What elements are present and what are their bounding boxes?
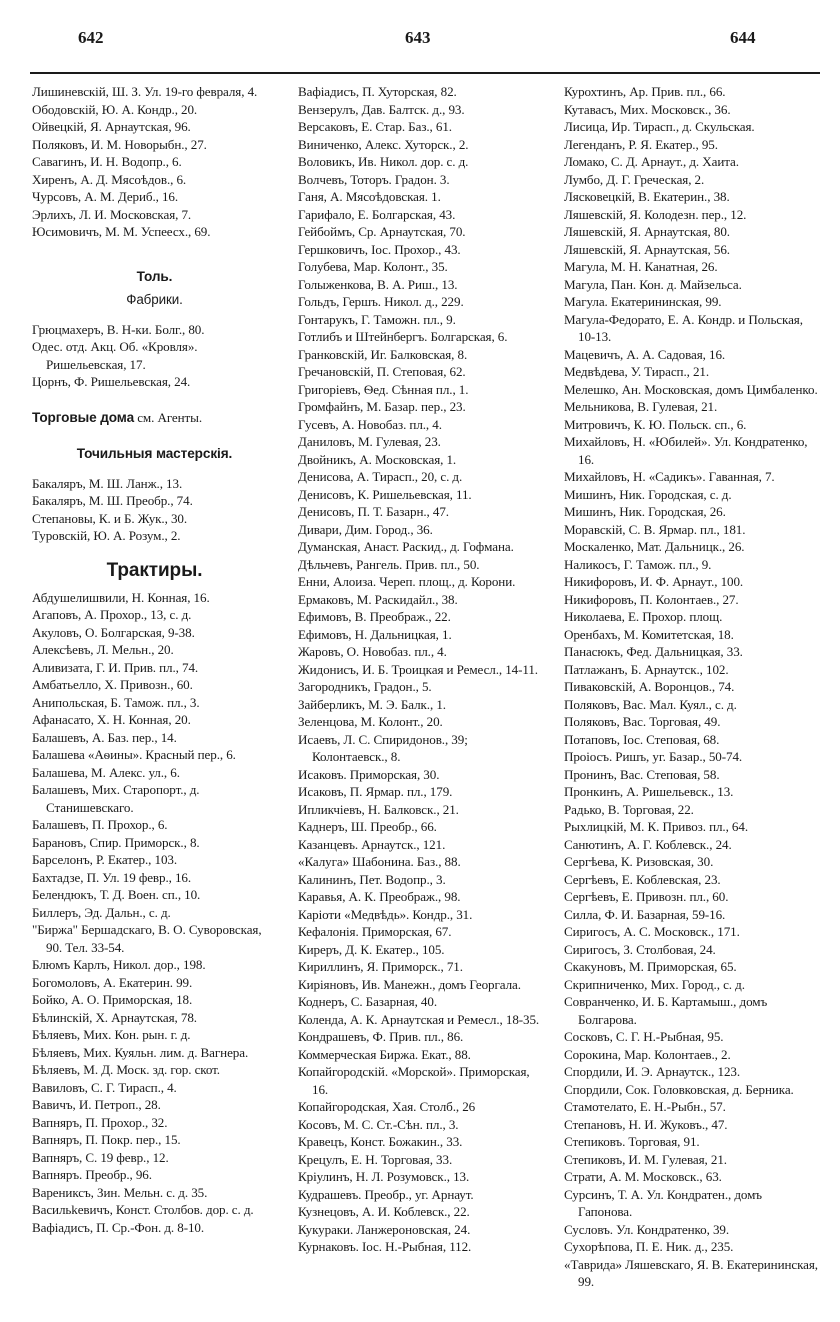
directory-entry: Мелешко, Ан. Московская, домъ Цимбаленко. — [564, 381, 818, 397]
directory-entry: Сиригосъ, З. Столбовая, 24. — [564, 941, 716, 957]
directory-entry: Степановъ, Н. И. Жуковъ., 47. — [564, 1116, 728, 1132]
directory-entry: Скрипниченко, Мих. Город., с. д. — [564, 976, 745, 992]
directory-entry: Магула. Екатерининская, 99. — [564, 294, 722, 309]
directory-entry: Гарифало, Е. Болгарская, 43. — [298, 206, 456, 222]
directory-entry: Бахтадзе, П. Ул. 19 февр., 16. — [32, 869, 192, 885]
directory-entry: Мишинъ, Ник. Городская, 26. — [564, 504, 726, 519]
directory-entry: Потаповъ, Іос. Степовая, 68. — [564, 731, 720, 747]
directory-entry: Копайгородскій. «Морской». Приморская, 16. — [298, 1064, 530, 1097]
directory-entry: Гранковскій, Иг. Балковская, 8. — [298, 346, 468, 362]
directory-entry: Бойко, А. О. Приморская, 18. — [32, 992, 193, 1007]
directory-entry: Вавичъ, И. Петроп., 28. — [32, 1097, 161, 1112]
directory-entry: Эрлихъ, Л. И. Московская, 7. — [32, 206, 192, 222]
directory-entry: Кефалонія. Приморская, 67. — [298, 924, 452, 939]
reference-text: см. Агенты. — [134, 409, 203, 425]
directory-entry: Степановы, К. и Б. Жук., 30. — [32, 510, 188, 526]
directory-entry: Виниченко, Алекс. Хуторск., 2. — [298, 136, 469, 152]
directory-entry: Митровичъ, К. Ю. Польск. сп., 6. — [564, 416, 747, 432]
directory-entry: Магула, Пан. Кон. д. Майзельса. — [564, 276, 742, 292]
directory-entry: Богомоловъ, А. Екатерин. 99. — [32, 974, 193, 990]
page-header — [0, 22, 840, 52]
directory-entry: Алексѣевъ, Л. Мельн., 20. — [32, 642, 174, 657]
directory-entry: Сергѣева, К. Ризовская, 30. — [564, 854, 714, 869]
directory-entry: Балашевъ, П. Прохор., 6. — [32, 817, 168, 832]
directory-entry: Волчевъ, Тоторъ. Градон. 3. — [298, 171, 450, 187]
directory-entry: Вензерулъ, Дав. Балтск. д., 93. — [298, 101, 465, 117]
directory-entry: Кудрашевъ. Преобр., уг. Арнаут. — [298, 1186, 474, 1202]
directory-entry: Бакаляръ, М. Ш. Преобр., 74. — [32, 493, 193, 508]
section-title-traktiry: Трактиры. — [106, 559, 203, 581]
column-1 — [32, 83, 277, 1311]
directory-entry: Аливизата, Г. И. Прив. пл., 74. — [32, 659, 199, 675]
entries-group-d — [32, 589, 277, 1237]
directory-entry: Степиковъ, И. М. Гулевая, 21. — [564, 1151, 727, 1167]
directory-entry: Курнаковъ. Іос. Н.-Рыбная, 112. — [298, 1239, 472, 1254]
page-number-center: 643 — [405, 28, 431, 47]
directory-entry: Вапняръ. Преобр., 96. — [32, 1167, 152, 1182]
directory-entry: Цорнъ, Ф. Ришельевская, 24. — [32, 374, 191, 389]
directory-entry: Михайловъ, Н. «Садикъ». Гаванная, 7. — [564, 469, 775, 484]
section-title-tochilnye: Точильныя мастерскія. — [76, 446, 233, 461]
directory-entry: Каріоти «Медвѣдь». Кондр., 31. — [298, 906, 473, 922]
directory-entry: Пронкинъ, А. Ришельевск., 13. — [564, 784, 734, 799]
directory-entry: Жаровъ, О. Новобаз. пл., 4. — [298, 644, 447, 659]
directory-entry: Никифоровъ, И. Ф. Арнаут., 100. — [564, 574, 744, 589]
directory-entry: Агаповъ, А. Прохор., 13, с. д. — [32, 607, 192, 622]
directory-entry: Ломако, С. Д. Арнаут., д. Хаита. — [564, 154, 739, 169]
directory-entry: Ляшевскій, Я. Колодезн. пер., 12. — [564, 206, 747, 222]
directory-entry: Спордили, И. Э. Арнаутск., 123. — [564, 1064, 741, 1079]
directory-entry: Воловикъ, Ив. Никол. дор. с. д. — [298, 154, 469, 169]
directory-entry: Голыженкова, В. А. Риш., 13. — [298, 276, 458, 292]
directory-entry: Хиренъ, А. Д. Мясоѣдов., 6. — [32, 171, 187, 187]
directory-entry: Кузнецовъ, А. И. Коблевск., 22. — [298, 1204, 470, 1219]
directory-entry: Абдушелишвили, Н. Конная, 16. — [32, 589, 210, 605]
directory-entry: Енни, Алоиза. Череп. площ., д. Корони. — [298, 574, 516, 589]
directory-entry: Никифоровъ, П. Колонтаев., 27. — [564, 591, 739, 607]
directory-entry: Крецулъ, Е. Н. Торговая, 33. — [298, 1151, 453, 1167]
directory-entry: Кріулинъ, Н. Л. Розумовск., 13. — [298, 1169, 470, 1184]
directory-entry: Гусевъ, А. Новобаз. пл., 4. — [298, 416, 442, 432]
directory-entry: Блюмъ Карлъ, Никол. дор., 198. — [32, 957, 206, 972]
directory-entry: Лисица, Ир. Тирасп., д. Скульская. — [564, 119, 755, 134]
directory-entry: Зеленцова, М. Колонт., 20. — [298, 714, 443, 729]
directory-entry: Легенданъ, Р. Я. Екатер., 95. — [564, 136, 718, 152]
directory-entry: Пронинъ, Вас. Степовая, 58. — [564, 766, 720, 782]
directory-entry: Стамотелато, Е. Н.-Рыбн., 57. — [564, 1099, 726, 1114]
directory-entry: Биллеръ, Эд. Дальн., с. д. — [32, 904, 171, 920]
directory-entry: Думанская, Анаст. Раскид., д. Гофмана. — [298, 539, 514, 554]
directory-entry: Панасюкъ, Фед. Дальницкая, 33. — [564, 644, 743, 659]
directory-entry: Барановъ, Спир. Приморск., 8. — [32, 834, 200, 850]
directory-entry: Чурсовъ, А. М. Дериб., 16. — [32, 189, 179, 204]
directory-entry: Балашева «Аѳины». Красный пер., 6. — [32, 747, 236, 762]
directory-entry: Ляшевскій, Я. Арнаутская, 80. — [564, 224, 730, 239]
directory-entry: Санютинъ, А. Г. Коблевск., 24. — [564, 836, 732, 852]
directory-entry: Кравецъ, Конст. Божакин., 33. — [298, 1134, 463, 1149]
directory-entry: Моравскій, С. В. Ярмар. пл., 181. — [564, 521, 746, 537]
directory-entry: Москаленко, Мат. Дальницк., 26. — [564, 539, 745, 554]
directory-entry: "Биржа" Бершадскаго, В. О. Суворовская, 90. Тел. 33-54. — [32, 922, 262, 955]
directory-entry: Сорокина, Мар. Колонтаев., 2. — [564, 1046, 731, 1062]
directory-entry: Версаковъ, Е. Стар. Баз., 61. — [298, 119, 452, 134]
column-3 — [564, 83, 818, 1311]
directory-entry: Лишиневскій, Ш. З. Ул. 19-го февраля, 4. — [32, 84, 258, 99]
directory-entry: Афанасато, Х. Н. Конная, 20. — [32, 712, 191, 727]
directory-entry: Сухорѣпова, П. Е. Ник. д., 235. — [564, 1239, 734, 1254]
directory-entry: Исаковъ, П. Ярмар. пл., 179. — [298, 784, 453, 799]
directory-entry: Сергѣевъ, Е. Привозн. пл., 60. — [564, 889, 729, 904]
entries-list-2 — [298, 83, 544, 1256]
directory-entry: Ефимовъ, В. Преображ., 22. — [298, 609, 451, 624]
directory-entry: Савагинъ, И. Н. Водопр., 6. — [32, 154, 182, 169]
directory-entry: Бѣлинскій, Х. Арнаутская, 78. — [32, 1009, 197, 1025]
directory-entry: Поляковъ, И. М. Новорыбн., 27. — [32, 136, 207, 152]
directory-entry: Готлибъ и Штейнбергъ. Болгарская, 6. — [298, 329, 508, 344]
directory-entry: Оренбахъ, М. Комитетская, 18. — [564, 626, 734, 642]
directory-entry: Грюцмахеръ, В. Н-ки. Болг., 80. — [32, 321, 205, 337]
directory-entry: Григорiевъ, Ѳед. Сѣнная пл., 1. — [298, 381, 469, 397]
directory-entry: Туровскій, Ю. А. Розум., 2. — [32, 528, 181, 543]
directory-entry: Васильkевичъ, Конст. Столбов. дор. с. д. — [32, 1202, 254, 1217]
directory-entry: Каднеръ, Ш. Преобр., 66. — [298, 819, 437, 834]
directory-entry: Николаева, Е. Прохор. площ. — [564, 609, 723, 624]
directory-entry: Гречановскій, П. Степовая, 62. — [298, 364, 466, 379]
directory-entry: Вапняръ, П. Прохор., 32. — [32, 1114, 168, 1130]
directory-entry: Михайловъ, Н. «Юбилей». Ул. Кондратенко, 16. — [564, 434, 808, 467]
directory-entry: Ермаковъ, М. Раскидайл., 38. — [298, 591, 458, 607]
directory-entry: Коленда, А. К. Арнаутская и Ремесл., 18-35. — [298, 1011, 540, 1027]
directory-entry: Денисовъ, П. Т. Базарн., 47. — [298, 504, 449, 519]
directory-entry: Силла, Ф. И. Базарная, 59-16. — [564, 906, 726, 922]
directory-entry: Спордили, Сок. Головковская, д. Берника. — [564, 1081, 794, 1097]
directory-entry: Барселонъ, Р. Екатер., 103. — [32, 852, 178, 867]
directory-entry: Сусловъ. Ул. Кондратенко, 39. — [564, 1221, 730, 1237]
directory-entry: Исаковъ. Приморская, 30. — [298, 766, 440, 782]
directory-entry: Страти, А. М. Московск., 63. — [564, 1169, 722, 1184]
directory-entry: Бѣляевъ, Мих. Кон. рын. г. д. — [32, 1027, 191, 1042]
directory-entry: Ганя, А. Мясоѣдовская. 1. — [298, 189, 441, 204]
directory-entry: Громфайнъ, М. Базар. пер., 23. — [298, 399, 466, 414]
directory-entry: Кондрашевъ, Ф. Прив. пл., 86. — [298, 1029, 464, 1044]
directory-entry: Поляковъ, Вас. Мал. Куял., с. д. — [564, 696, 737, 712]
directory-entry: Казанцевъ. Арнаутск., 121. — [298, 836, 446, 852]
entries-group-c — [32, 475, 277, 545]
directory-entry: Ипликчіевъ, Н. Балковск., 21. — [298, 801, 459, 817]
directory-entry: Киріяновъ, Ив. Манежн., домъ Георгала. — [298, 976, 521, 992]
directory-entry: Загородникъ, Градон., 5. — [298, 679, 432, 694]
directory-entry: «Таврида» Ляшевскаго, Я. В. Екатерининская, 99. — [564, 1256, 818, 1289]
directory-entry: Амбатьелло, Х. Привозн., 60. — [32, 677, 193, 692]
column-2 — [298, 83, 544, 1311]
directory-entry: «Калуга» Шабонина. Баз., 88. — [298, 854, 461, 869]
directory-entry: Денисовъ, К. Ришельевская, 11. — [298, 486, 472, 502]
page-number-left: 642 — [78, 28, 104, 47]
directory-entry: Кукураки. Ланжероновская, 24. — [298, 1221, 471, 1237]
directory-entry: Проіосъ. Ришъ, уг. Базар., 50-74. — [564, 749, 743, 764]
directory-entry: Мацевичъ, А. А. Садовая, 16. — [564, 346, 726, 362]
directory-entry: Кутавасъ, Мих. Московск., 36. — [564, 101, 731, 117]
directory-entry: Косовъ, М. С. Ст.-Сѣн. пл., 3. — [298, 1116, 459, 1132]
directory-entry: Белендюкъ, Т. Д. Воен. сп., 10. — [32, 887, 201, 902]
directory-entry: Лумбо, Д. Г. Греческая, 2. — [564, 171, 705, 187]
directory-entry: Ляшевскій, Я. Арнаутская, 56. — [564, 241, 730, 257]
section-subtitle-fabriki: Фабрики. — [126, 292, 183, 307]
directory-entry: Балашевъ, А. Баз. пер., 14. — [32, 729, 177, 745]
directory-entry: Даниловъ, М. Гулевая, 23. — [298, 434, 441, 449]
directory-entry: Ефимовъ, Н. Дальницкая, 1. — [298, 626, 452, 642]
directory-entry: Сосковъ, С. Г. Н.-Рыбная, 95. — [564, 1029, 724, 1044]
directory-entry: Гольдъ, Гершъ. Никол. д., 229. — [298, 294, 464, 309]
directory-entry: Вапняръ, П. Покр. пер., 15. — [32, 1132, 181, 1147]
directory-entry: Дѣльчевъ, Рангель. Прив. пл., 50. — [298, 556, 480, 572]
directory-entry: Бѣляевъ, Мих. Куяльн. лим. д. Вагнера. — [32, 1044, 249, 1060]
directory-entry: Магула, М. Н. Канатная, 26. — [564, 259, 718, 274]
directory-entry: Киреръ, Д. К. Екатер., 105. — [298, 941, 445, 957]
directory-entry: Совранченко, И. Б. Картамыш., домъ Болгарова. — [564, 994, 768, 1027]
directory-entry: Сергѣевъ, Е. Коблевская, 23. — [564, 871, 721, 887]
directory-entry: Коднеръ, С. Базарная, 40. — [298, 994, 437, 1009]
directory-entry: Рыхлицкій, М. К. Привоз. пл., 64. — [564, 819, 748, 834]
directory-entry: Поляковъ, Вас. Торговая, 49. — [564, 714, 721, 729]
entries-group-b — [32, 321, 277, 391]
directory-entry: Варениксъ, Зин. Мельн. с. д. 35. — [32, 1184, 208, 1200]
directory-entry: Гонтарукъ, Г. Таможн. пл., 9. — [298, 311, 456, 327]
directory-entry: Каравья, А. К. Преображ., 98. — [298, 889, 461, 904]
directory-entry: Калининъ, Пет. Водопр., 3. — [298, 871, 446, 887]
directory-entry: Балашевъ, Мих. Старопорт., д. Станишевскаго. — [32, 782, 200, 815]
directory-entry: Мельникова, В. Гулевая, 21. — [564, 399, 718, 414]
directory-entry: Степиковъ. Торговая, 91. — [564, 1134, 700, 1149]
directory-entry: Одес. отд. Акц. Об. «Кровля». Ришельевская, 17. — [32, 339, 198, 372]
directory-entry: Ойвецкій, Я. Арнаутская, 96. — [32, 119, 191, 134]
directory-entry: Магула-Федорато, Е. А. Кондр. и Польская, 10-13. — [564, 311, 803, 344]
directory-entry: Коммерческая Биржа. Екат., 88. — [298, 1046, 471, 1062]
directory-entry: Акуловъ, О. Болгарская, 9-38. — [32, 624, 195, 640]
directory-entry: Ободовскій, Ю. А. Кондр., 20. — [32, 101, 198, 117]
directory-entry: Пиваковскій, А. Воронцов., 74. — [564, 679, 735, 694]
directory-entry: Наликосъ, Г. Тамож. пл., 9. — [564, 556, 712, 572]
directory-entry: Кириллинъ, Я. Приморск., 71. — [298, 959, 463, 974]
directory-entry: Гершковичъ, Іос. Прохор., 43. — [298, 241, 461, 257]
directory-entry: Медвѣдева, У. Тирасп., 21. — [564, 364, 710, 379]
directory-entry: Дивари, Дим. Город., 36. — [298, 521, 433, 537]
directory-entry: Гейбоймъ, Ср. Арнаутская, 70. — [298, 224, 466, 239]
section-title-torgovye-doma: Торговые дома — [32, 409, 135, 425]
directory-entry: Исаевъ, Л. С. Спиридонов., 39; Колонтаевск., 8. — [298, 731, 468, 764]
entries-group-a — [32, 83, 277, 241]
directory-entry: Патлажанъ, Б. Арнаутск., 102. — [564, 661, 729, 677]
directory-entry: Голубева, Мар. Колонт., 35. — [298, 259, 448, 274]
directory-entry: Вапняръ, С. 19 февр., 12. — [32, 1149, 169, 1165]
directory-entry: Бакаляръ, М. Ш. Ланж., 13. — [32, 475, 183, 491]
directory-entry: Вафіадисъ, П. Хуторская, 82. — [298, 84, 457, 99]
directory-entry: Бѣляевъ, М. Д. Моск. зд. гор. скот. — [32, 1062, 220, 1077]
header-rule — [30, 72, 820, 74]
directory-entry: Мишинъ, Ник. Городская, с. д. — [564, 486, 732, 502]
directory-entry: Двойникъ, А. Московская, 1. — [298, 451, 457, 467]
directory-entry: Зайберликъ, М. Э. Балк., 1. — [298, 696, 446, 712]
directory-entry: Сиригосъ, А. С. Московск., 171. — [564, 924, 740, 939]
directory-entry: Денисова, А. Тирасп., 20, с. д. — [298, 469, 463, 484]
directory-entry: Юсимовичъ, М. М. Успеесх., 69. — [32, 224, 211, 239]
directory-entry: Лясковецкій, В. Екатерин., 38. — [564, 189, 730, 204]
directory-entry: Сурсинъ, Т. А. Ул. Кондратен., домъ Гапонова. — [564, 1186, 762, 1219]
directory-entry: Вавиловъ, С. Г. Тирасп., 4. — [32, 1079, 177, 1095]
directory-entry: Анипольская, Б. Тамож. пл., 3. — [32, 694, 200, 710]
torgovye-doma-reference — [32, 409, 277, 427]
directory-entry: Курохтинъ, Ар. Прив. пл., 66. — [564, 84, 726, 99]
directory-entry: Вафіадисъ, П. Ср.-Фон. д. 8-10. — [32, 1219, 205, 1235]
directory-entry: Радько, В. Торговая, 22. — [564, 801, 694, 817]
directory-entry: Балашева, М. Алекс. ул., 6. — [32, 764, 180, 780]
entries-list-3 — [564, 83, 818, 1291]
section-title-tol: Толь. — [136, 268, 173, 284]
directory-entry: Скакуновъ, М. Приморская, 65. — [564, 959, 737, 974]
page-number-right: 644 — [730, 28, 756, 47]
directory-entry: Жидонисъ, И. Б. Троицкая и Ремесл., 14-11. — [298, 661, 538, 677]
directory-entry: Копайгородская, Хая. Столб., 26 — [298, 1099, 476, 1114]
